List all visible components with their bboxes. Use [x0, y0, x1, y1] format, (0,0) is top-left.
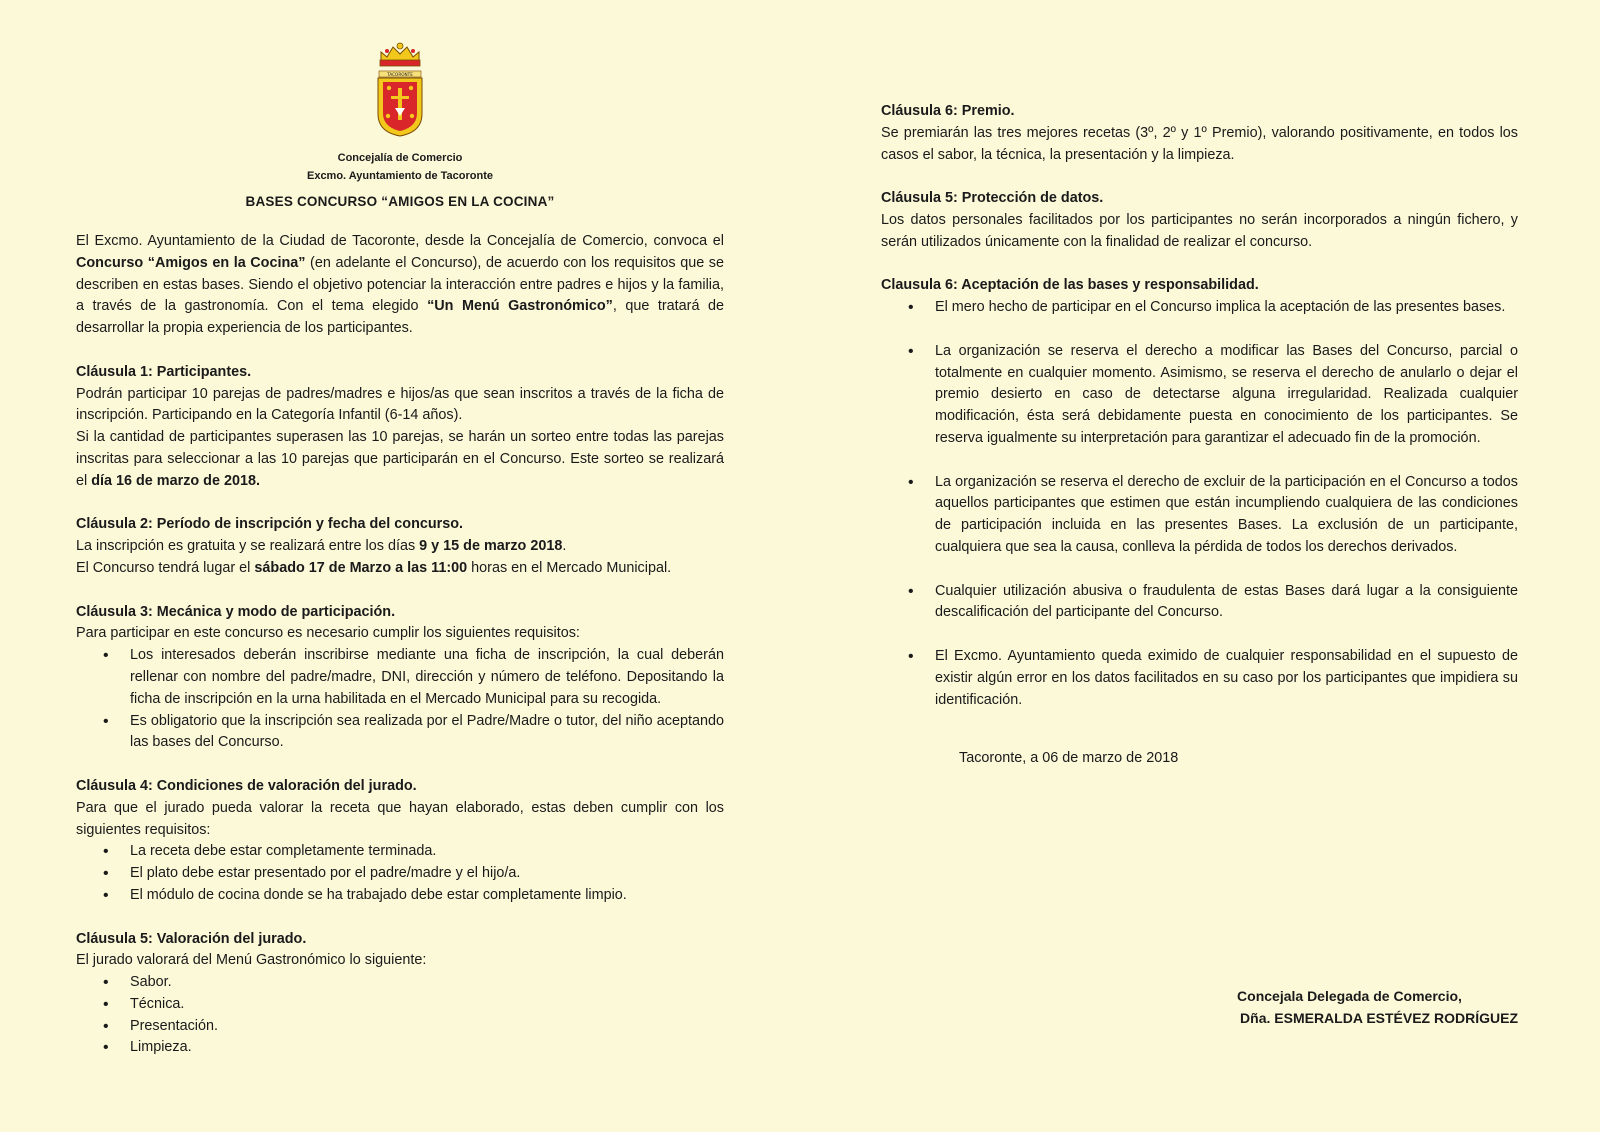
- list-item: • La receta debe estar completamente terminada.: [76, 841, 724, 863]
- clause-5-list: [76, 972, 724, 1059]
- clause-3-intro: Para participar en este concurso es necesario cumplir los siguientes requisitos:: [76, 625, 580, 642]
- clause-4-title: Cláusula 4: Condiciones de valoración del jurado.: [76, 777, 417, 794]
- list-item: • El mero hecho de participar en el Concurso implica la aceptación de las presentes bases.: [881, 297, 1518, 319]
- clause-2-title: Cláusula 2: Período de inscripción y fecha del concurso.: [76, 516, 464, 533]
- list-item: • La organización se reserva el derecho de excluir de la participación en el Concurso a todos aquellos participantes que estimen que están incumpliendo cualquiera de las condiciones de participación incluida en las presentes Bases. La exclusión de un participante, cualquiera que sea la causa, conlleva la pérdida de todos los derechos derivados.: [881, 472, 1518, 559]
- clause-2-text-1: La inscripción es gratuita y se realizará entre los días 9 y 15 de marzo 2018.: [76, 538, 567, 555]
- list-item: • El plato debe estar presentado por el padre/madre y el hijo/a.: [76, 863, 724, 885]
- clause-3-list: [76, 645, 724, 754]
- clause-5-title: Cláusula 5: Valoración del jurado.: [76, 930, 307, 947]
- crest-label: TACORONTE: [387, 72, 413, 77]
- clause-4: [76, 776, 724, 907]
- clause-5: [76, 929, 724, 1060]
- clause-6-prize-title: Cláusula 6: Premio.: [881, 103, 1015, 119]
- document-title: BASES CONCURSO “AMIGOS EN LA COCINA”: [245, 194, 555, 209]
- list-item: • Limpieza.: [76, 1037, 724, 1059]
- clause-6-acceptance: [881, 275, 1518, 711]
- clause-5-data-title: Cláusula 5: Protección de datos.: [881, 190, 1104, 207]
- clause-1: [76, 362, 724, 493]
- clause-6-acceptance-title: Clausula 6: Aceptación de las bases y responsabilidad.: [881, 277, 1259, 294]
- clause-4-list: [76, 841, 724, 906]
- list-item: • Sabor.: [76, 972, 724, 994]
- signature-block: [1237, 985, 1518, 1029]
- clause-6-prize: [881, 101, 1518, 166]
- clause-3-title: Cláusula 3: Mecánica y modo de participación.: [76, 603, 396, 620]
- clause-6-prize-text: Se premiarán las tres mejores recetas (3º, 2º y 1º Premio), valorando positivamente, en todos los casos el sabor, la técnica, la presentación y la limpieza.: [881, 124, 1518, 163]
- intro-paragraph: El Excmo. Ayuntamiento de la Ciudad de Tacoronte, desde la Concejalía de Comercio, convoca el Concurso “Amigos en la Cocina” (en adelante el Concurso), de acuerdo con los requisitos que se describen en estas bases. Siendo el objetivo potenciar la interacción entre padres e hijos y la familia, a través de la gastronomía. Con el tema elegido “Un Menú Gastronómico”, que tratará de desarrollar la propia experiencia de los participantes.: [76, 233, 724, 337]
- clause-3: [76, 602, 724, 755]
- clause-1-text-1: Podrán participar 10 parejas de padres/madres e hijos/as que sean inscritos a través de la ficha de inscripción. Participando en la Categoría Infantil (6-14 años).: [76, 385, 724, 424]
- right-column: [881, 101, 1518, 784]
- clause-1-text-2: Si la cantidad de participantes superasen las 10 parejas, se harán un sorteo entre todas las parejas inscritas para seleccionar a las 10 parejas que participarán en el Concurso. Este sorteo se realizará el día 16 de marzo de 2018.: [76, 429, 724, 489]
- org-department: Concejalía de Comercio: [337, 152, 463, 164]
- clause-1-title: Cláusula 1: Participantes.: [76, 363, 252, 380]
- clause-5-data-text: Los datos personales facilitados por los participantes no serán incorporados a ningún fichero, y serán utilizados únicamente con la finalidad de realizar el concurso.: [881, 211, 1518, 250]
- clause-6-acceptance-list: [881, 297, 1518, 711]
- list-item: • Presentación.: [76, 1016, 724, 1038]
- list-item: • Es obligatorio que la inscripción sea realizada por el Padre/Madre o tutor, del niño aceptando las bases del Concurso.: [76, 711, 724, 755]
- org-council: Excmo. Ayuntamiento de Tacoronte: [306, 170, 493, 182]
- coat-of-arms-icon: [375, 40, 425, 138]
- clause-5-intro: El jurado valorará del Menú Gastronómico lo siguiente:: [76, 952, 427, 969]
- clause-2: [76, 514, 724, 579]
- list-item: • La organización se reserva el derecho a modificar las Bases del Concurso, parcial o totalmente en cualquier momento. Asimismo, se reserva el derecho de anularlo o dejar el premio desierto en caso de detectarse alguna irregularidad. Realizada cualquier modificación, ésta será debidamente puesta en conocimiento de los participantes. Se reserva igualmente su interpretación para garantizar el adecuado fin de la promoción.: [881, 341, 1518, 450]
- list-item: • Cualquier utilización abusiva o fraudulenta de estas Bases dará lugar a la consiguiente descalificación del participante del Concurso.: [881, 581, 1518, 625]
- list-item: • Técnica.: [76, 994, 724, 1016]
- left-column: [76, 231, 724, 1059]
- clause-5-data-protection: [881, 188, 1518, 253]
- list-item: • Los interesados deberán inscribirse mediante una ficha de inscripción, la cual deberán rellenar con nombre del padre/madre, DNI, dirección y número de teléfono. Depositando la ficha de inscripción en la urna habilitada en el Mercado Municipal para su recogida.: [76, 645, 724, 710]
- signatory-role: Concejala Delegada de Comercio,: [1237, 988, 1462, 1004]
- place-and-date: Tacoronte, a 06 de marzo de 2018: [959, 749, 1179, 766]
- list-item: • El módulo de cocina donde se ha trabajado debe estar completamente limpio.: [76, 885, 724, 907]
- clause-2-text-2: El Concurso tendrá lugar el sábado 17 de Marzo a las 11:00 horas en el Mercado Municipal.: [76, 559, 672, 576]
- list-item: • El Excmo. Ayuntamiento queda eximido de cualquier responsabilidad en el supuesto de existir algún error en los datos facilitados en su caso por los participantes que impidiera su identificación.: [881, 646, 1518, 711]
- clause-4-intro: Para que el jurado pueda valorar la receta que hayan elaborado, estas deben cumplir con los siguientes requisitos:: [76, 799, 724, 838]
- signatory-name: Dña. ESMERALDA ESTÉVEZ RODRÍGUEZ: [1240, 1010, 1518, 1026]
